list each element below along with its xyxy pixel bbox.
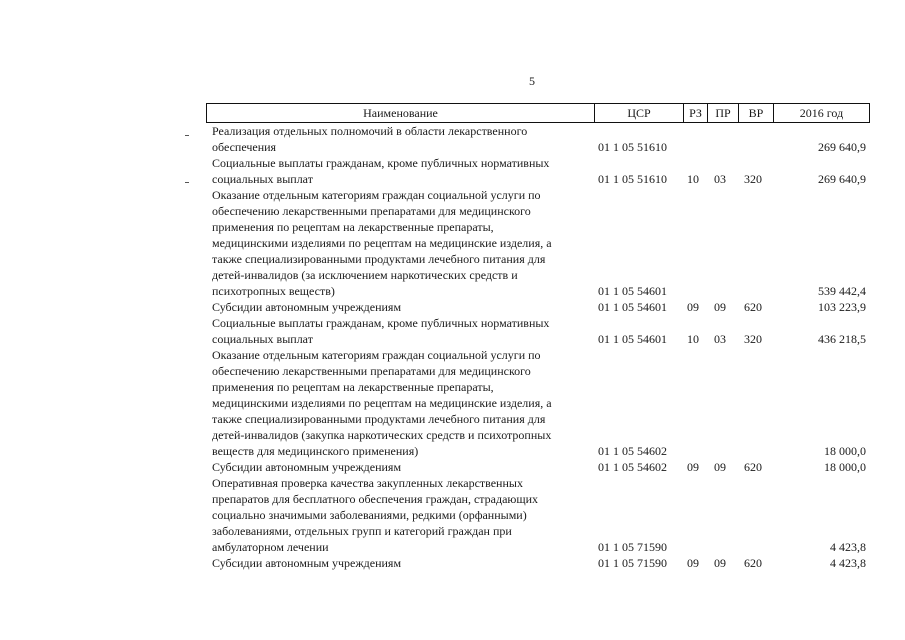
header-pr: ПР	[707, 104, 738, 122]
row-name-line: Социальные выплаты гражданам, кроме публичных нормативных	[212, 316, 550, 330]
row-amount: 269 640,9	[818, 140, 866, 154]
row-amount: 436 218,5	[818, 332, 866, 346]
row-name-line: Социальные выплаты гражданам, кроме публичных нормативных	[212, 156, 550, 170]
row-amount: 4 423,8	[830, 540, 866, 554]
row-csr: 01 1 05 51610	[598, 140, 667, 154]
row-name-line: Субсидии автономным учреждениям	[212, 556, 402, 570]
row-vr: 620	[744, 556, 762, 570]
row-name	[206, 123, 580, 155]
row-name-line: медицинскими изделиями по рецептам на медицинские изделия, а	[212, 236, 552, 250]
table-row	[206, 155, 870, 187]
row-amount: 18 000,0	[824, 460, 866, 474]
row-name-line: применения по рецептам на лекарственные препараты,	[212, 220, 494, 234]
table-body	[206, 123, 870, 571]
table-row	[206, 459, 870, 475]
row-name-line: также специализированными продуктами лечебного питания для	[212, 252, 546, 266]
row-name	[206, 459, 580, 475]
row-name-line: обеспечения	[212, 140, 277, 154]
row-name-line: также специализированными продуктами лечебного питания для	[212, 412, 546, 426]
row-amount: 269 640,9	[818, 172, 866, 186]
row-csr: 01 1 05 54601	[598, 284, 667, 298]
row-pr: 09	[714, 460, 726, 474]
row-name-line: Оперативная проверка качества закупленных лекарственных	[212, 476, 523, 490]
row-name-line: применения по рецептам на лекарственные препараты,	[212, 380, 494, 394]
row-name-line: медицинскими изделиями по рецептам на медицинские изделия, а	[212, 396, 552, 410]
row-rz: 09	[687, 460, 699, 474]
margin-tick-mark	[185, 135, 189, 136]
row-vr: 620	[744, 460, 762, 474]
row-name-line: детей-инвалидов (закупка наркотических средств и психотропных	[212, 428, 552, 442]
row-csr: 01 1 05 54601	[598, 332, 667, 346]
row-name-line: детей-инвалидов (за исключением наркотических средств и	[212, 268, 518, 282]
table-row	[206, 475, 870, 555]
row-name	[206, 315, 580, 347]
row-csr: 01 1 05 54602	[598, 460, 667, 474]
header-csr: ЦСР	[594, 104, 683, 122]
table-header-row	[206, 103, 870, 123]
table-row	[206, 555, 870, 571]
table-row	[206, 299, 870, 315]
row-csr: 01 1 05 71590	[598, 540, 667, 554]
header-vr: ВР	[738, 104, 773, 122]
row-rz: 10	[687, 332, 699, 346]
row-name	[206, 299, 580, 315]
row-pr: 03	[714, 332, 726, 346]
row-csr: 01 1 05 54601	[598, 300, 667, 314]
row-name	[206, 187, 580, 299]
row-vr: 320	[744, 172, 762, 186]
row-amount: 103 223,9	[818, 300, 866, 314]
table-row	[206, 123, 870, 155]
row-csr: 01 1 05 71590	[598, 556, 667, 570]
margin-tick-mark	[185, 182, 189, 183]
row-pr: 09	[714, 556, 726, 570]
row-csr: 01 1 05 51610	[598, 172, 667, 186]
row-name-line: Оказание отдельным категориям граждан социальной услуги по	[212, 348, 541, 362]
row-rz: 10	[687, 172, 699, 186]
row-name-line: социально значимыми заболеваниями, редкими (орфанными)	[212, 508, 527, 522]
row-vr: 620	[744, 300, 762, 314]
row-amount: 539 442,4	[818, 284, 866, 298]
table-row	[206, 315, 870, 347]
row-rz: 09	[687, 300, 699, 314]
row-name-line: Субсидии автономным учреждениям	[212, 300, 402, 314]
row-name-line: Субсидии автономным учреждениям	[212, 460, 402, 474]
row-name	[206, 475, 580, 555]
row-name-line: препаратов для бесплатного обеспечения граждан, страдающих	[212, 492, 539, 506]
row-vr: 320	[744, 332, 762, 346]
header-year: 2016 год	[773, 104, 869, 122]
row-name-line: Реализация отдельных полномочий в области лекарственного	[212, 124, 528, 138]
table-row	[206, 347, 870, 459]
row-rz: 09	[687, 556, 699, 570]
row-amount: 18 000,0	[824, 444, 866, 458]
row-name-line: Оказание отдельным категориям граждан социальной услуги по	[212, 188, 541, 202]
row-name-line: социальных выплат	[212, 172, 313, 186]
header-rz: РЗ	[683, 104, 707, 122]
header-name: Наименование	[363, 106, 438, 120]
row-pr: 09	[714, 300, 726, 314]
row-pr: 03	[714, 172, 726, 186]
row-name-line: обеспечению лекарственными препаратами для медицинского	[212, 204, 531, 218]
row-name-line: амбулаторном лечении	[212, 540, 329, 554]
row-name-line: социальных выплат	[212, 332, 313, 346]
row-name	[206, 155, 580, 187]
page-number: 5	[529, 74, 535, 88]
row-name-line: веществ для медицинского применения)	[212, 444, 419, 458]
row-name	[206, 347, 580, 459]
row-name	[206, 555, 580, 571]
row-amount: 4 423,8	[830, 556, 866, 570]
table-row	[206, 187, 870, 299]
row-name-line: заболеваниями, отдельных групп и категорий граждан при	[212, 524, 512, 538]
row-name-line: психотропных веществ)	[212, 284, 335, 298]
row-csr: 01 1 05 54602	[598, 444, 667, 458]
budget-table	[206, 103, 870, 571]
row-name-line: обеспечению лекарственными препаратами для медицинского	[212, 364, 531, 378]
